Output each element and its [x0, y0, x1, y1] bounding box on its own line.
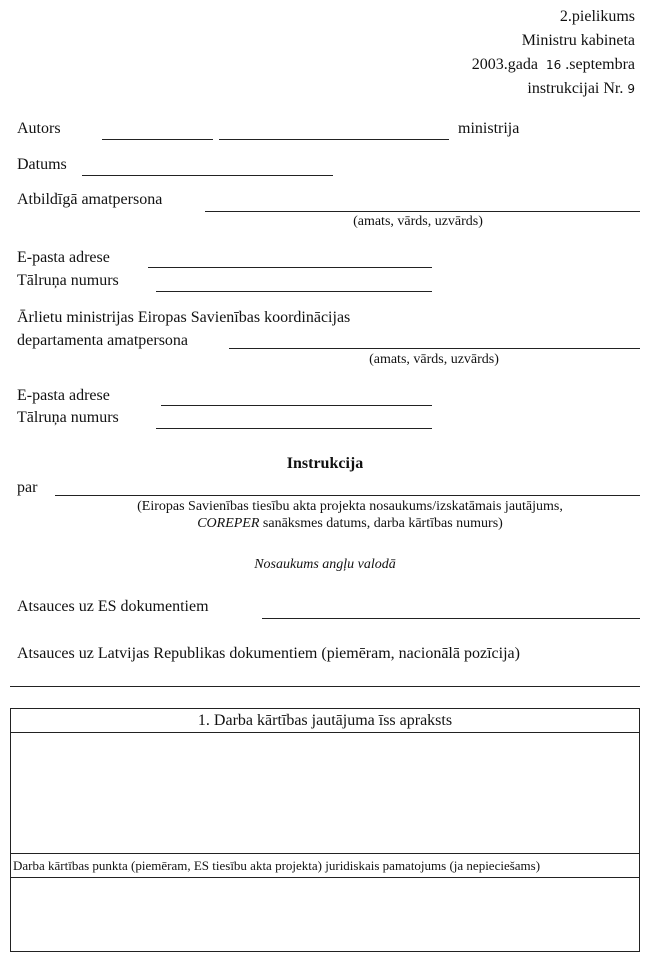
mfa-email-field[interactable]	[161, 405, 432, 406]
author-field-1[interactable]	[102, 139, 213, 140]
mfa-phone-label: Tālruņa numurs	[17, 409, 119, 426]
date-suffix: .septembra	[565, 56, 635, 73]
lr-refs-label: Atsauces uz Latvijas Republikas dokumentiem (piemēram, nacionālā pozīcija)	[17, 645, 520, 662]
par-label: par	[17, 479, 38, 496]
mfa-label-line1: Ārlietu ministrijas Eiropas Savienības koordinācijas	[17, 309, 351, 326]
author-field-2[interactable]	[219, 139, 449, 140]
subject-hint-line1: (Eiropas Savienības tiesību akta projekta nosaukums/izskatāmais jautājums,	[137, 499, 563, 514]
date-field[interactable]	[82, 175, 333, 176]
date-line	[472, 56, 635, 74]
instr-number: 9	[627, 82, 635, 96]
author-label: Autors	[17, 120, 61, 137]
subject-hint-rest: sanāksmes datums, darba kārtības numurs)	[259, 516, 503, 531]
instr-prefix: instrukcijai Nr.	[527, 80, 624, 97]
phone-label: Tālruņa numurs	[17, 272, 119, 289]
es-refs-label: Atsauces uz ES dokumentiem	[17, 598, 209, 615]
email-label: E-pasta adrese	[17, 249, 110, 266]
annex-label: 2.pielikums	[559, 8, 635, 25]
instruction-title: Instrukcija	[286, 455, 364, 472]
email-field[interactable]	[148, 267, 432, 268]
mfa-label-line2: departamenta amatpersona	[17, 332, 189, 349]
legal-basis-label: Darba kārtības punkta (piemēram, ES tiesību akta projekta) juridiskais pamatojums (ja nepieciešams)	[11, 854, 640, 878]
instruction-number-line	[527, 80, 635, 98]
official-hint: (amats, vārds, uzvārds)	[353, 214, 483, 229]
date-label: Datums	[17, 156, 67, 173]
official-field[interactable]	[205, 211, 640, 212]
cabinet-label: Ministru kabineta	[521, 32, 635, 49]
date-prefix: 2003.gada	[471, 56, 538, 73]
mfa-phone-field[interactable]	[156, 428, 432, 429]
subject-hint-line2	[197, 515, 503, 533]
mfa-email-label: E-pasta adrese	[17, 387, 110, 404]
mfa-official-field[interactable]	[229, 348, 640, 349]
subject-field[interactable]	[55, 495, 640, 496]
phone-field[interactable]	[156, 291, 432, 292]
official-label: Atbildīgā amatpersona	[17, 191, 163, 208]
lr-refs-field[interactable]	[10, 686, 640, 687]
date-day: 16	[545, 58, 562, 72]
ministry-suffix: ministrija	[458, 120, 520, 137]
mfa-hint: (amats, vārds, uzvārds)	[369, 352, 499, 367]
description-cell[interactable]	[11, 733, 640, 854]
english-name-label: Nosaukums angļu valodā	[254, 557, 396, 572]
coreper-label: COREPER	[197, 516, 260, 531]
legal-basis-cell[interactable]	[11, 878, 640, 952]
description-table	[10, 708, 640, 952]
es-refs-field[interactable]	[262, 618, 640, 619]
section1-title: 1. Darba kārtības jautājuma īss apraksts	[11, 709, 640, 733]
